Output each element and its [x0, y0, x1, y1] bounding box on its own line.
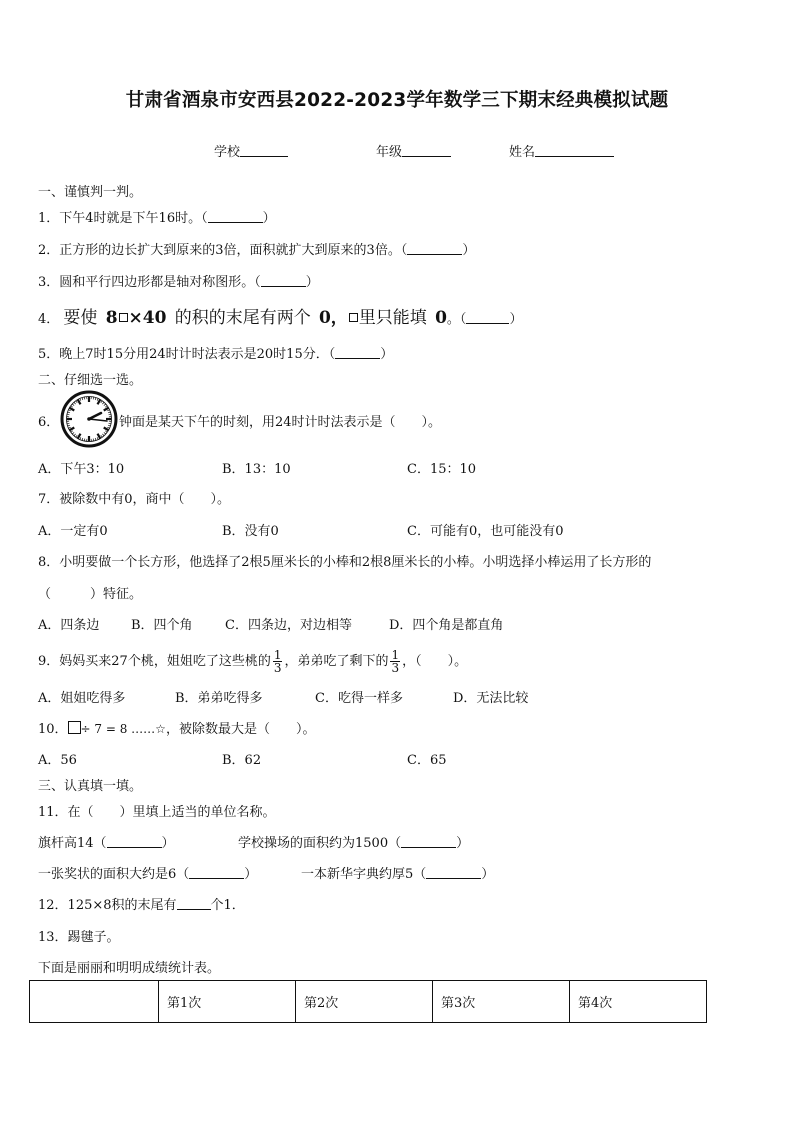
q5-text: 5．晚上7时15分用24时计时法表示是20时15分．（	[38, 347, 336, 362]
q11-a-blank[interactable]	[107, 835, 162, 848]
grade-label: 年级	[376, 145, 403, 160]
question-1: 1．下午4时就是下午16时。（ ）	[38, 211, 276, 226]
question-8-line-1: 8．小明要做一个长方形，他选择了2根5厘米长的小棒和2根8厘米长的小棒。小明选择小棒运用了长方形的	[38, 555, 652, 570]
page-title: 甘肃省酒泉市安西县2022-2023学年数学三下期末经典模拟试题	[125, 90, 669, 111]
question-12: 12．125×8积的末尾有 个1．	[38, 898, 245, 913]
q8-option-b[interactable]: B．四个角	[131, 618, 193, 633]
q11-item-c: 一张奖状的面积大约是6（ ）	[38, 867, 258, 882]
blank-square-icon	[119, 313, 128, 322]
q1-text: 1．下午4时就是下午16时。（	[38, 211, 208, 226]
question-6-text: 钟面是某天下午的时刻，用24时计时法表示是（ ）。	[119, 415, 442, 430]
q6-option-c[interactable]: C．15：10	[407, 462, 477, 477]
q8-option-a[interactable]: A．四条边	[38, 618, 100, 633]
q9-option-a[interactable]: A．姐姐吃得多	[38, 691, 126, 706]
fraction-one-third: $\frac{1}{3}$	[273, 648, 282, 675]
question-11: 11．在（ ）里填上适当的单位名称。	[38, 805, 276, 820]
blank-square-icon	[68, 721, 81, 734]
question-10: 10． ÷ 7 = 8 ……☆，被除数最大是（ ）。	[38, 722, 316, 737]
q1-answer-blank[interactable]	[208, 210, 263, 223]
fraction-one-third: $\frac{1}{3}$	[391, 648, 400, 675]
q7-option-a[interactable]: A．一定有0	[38, 524, 108, 539]
q3-text: 3．圆和平行四边形都是轴对称图形。（	[38, 275, 261, 290]
table-header-row	[30, 981, 707, 1023]
q11-b-blank[interactable]	[401, 835, 456, 848]
q9-option-c[interactable]: C．吃得一样多	[315, 691, 403, 706]
question-4: 4． 要使 8 ×40 的积的末尾有两个 0， 里只能填 0。（ ）	[38, 308, 523, 328]
blank-square-icon	[349, 313, 358, 322]
question-2: 2．正方形的边长扩大到原来的3倍，面积就扩大到原来的3倍。（ ）	[38, 243, 476, 258]
name-label: 姓名	[509, 145, 536, 160]
table-header-cell: 第1次	[159, 981, 296, 1023]
q8-option-d[interactable]: D．四个角是都直角	[389, 618, 504, 633]
q11-item-b: 学校操场的面积约为1500（ ）	[238, 836, 470, 851]
school-blank[interactable]	[240, 143, 288, 157]
q2-text: 2．正方形的边长扩大到原来的3倍，面积就扩大到原来的3倍。（	[38, 243, 408, 258]
q8-option-c[interactable]: C．四条边，对边相等	[225, 618, 352, 633]
q2-answer-blank[interactable]	[407, 242, 462, 255]
q7-option-c[interactable]: C．可能有0，也可能没有0	[407, 524, 564, 539]
name-blank[interactable]	[535, 143, 614, 157]
school-field	[214, 141, 288, 160]
table-caption: 下面是丽丽和明明成绩统计表。	[38, 961, 221, 976]
q10-option-c[interactable]: C．65	[407, 753, 447, 768]
q5-answer-blank[interactable]	[335, 346, 380, 359]
table-header-cell: 第3次	[433, 981, 570, 1023]
grade-blank[interactable]	[402, 143, 451, 157]
q10-option-a[interactable]: A．56	[38, 753, 77, 768]
grade-field	[376, 141, 451, 160]
q6-option-b[interactable]: B．13：10	[222, 462, 291, 477]
school-label: 学校	[214, 145, 241, 160]
question-6-number: 6．	[38, 415, 60, 430]
q3-answer-blank[interactable]	[261, 274, 306, 287]
q12-answer-blank[interactable]	[177, 897, 211, 910]
question-7: 7．被除数中有0，商中（ ）。	[38, 492, 231, 507]
q11-item-d: 一本新华字典约厚5（ ）	[301, 867, 495, 882]
clock-face-icon	[60, 390, 118, 448]
q9-option-d[interactable]: D．无法比较	[453, 691, 529, 706]
question-13: 13．踢毽子。	[38, 930, 120, 945]
score-table	[29, 980, 707, 1023]
table-header-cell: 第2次	[296, 981, 433, 1023]
name-field	[509, 141, 614, 160]
question-9: 9．妈妈买来27个桃，姐姐吃了这些桃的 $\frac{1}{3}$ ，弟弟吃了剩下的 $\frac{1}{3}$ ，（ ）。	[38, 648, 468, 675]
q6-option-a[interactable]: A．下午3：10	[38, 462, 125, 477]
question-8-line-2: （ ）特征。	[38, 587, 143, 602]
q11-d-blank[interactable]	[426, 866, 481, 879]
table-header-cell: 第4次	[570, 981, 707, 1023]
q10-option-b[interactable]: B．62	[222, 753, 262, 768]
section-2-heading: 二、仔细选一选。	[38, 373, 143, 388]
section-1-heading: 一、谨慎判一判。	[38, 185, 143, 200]
q9-option-b[interactable]: B．弟弟吃得多	[175, 691, 263, 706]
table-header-cell	[30, 981, 159, 1023]
q4-answer-blank[interactable]	[466, 311, 509, 324]
q7-option-b[interactable]: B．没有0	[222, 524, 279, 539]
question-3: 3．圆和平行四边形都是轴对称图形。（ ）	[38, 275, 319, 290]
q11-item-a: 旗杆高14（ ）	[38, 836, 175, 851]
section-3-heading: 三、认真填一填。	[38, 779, 143, 794]
q11-c-blank[interactable]	[189, 866, 244, 879]
question-5: 5．晚上7时15分用24时计时法表示是20时15分．（ ）	[38, 347, 394, 362]
